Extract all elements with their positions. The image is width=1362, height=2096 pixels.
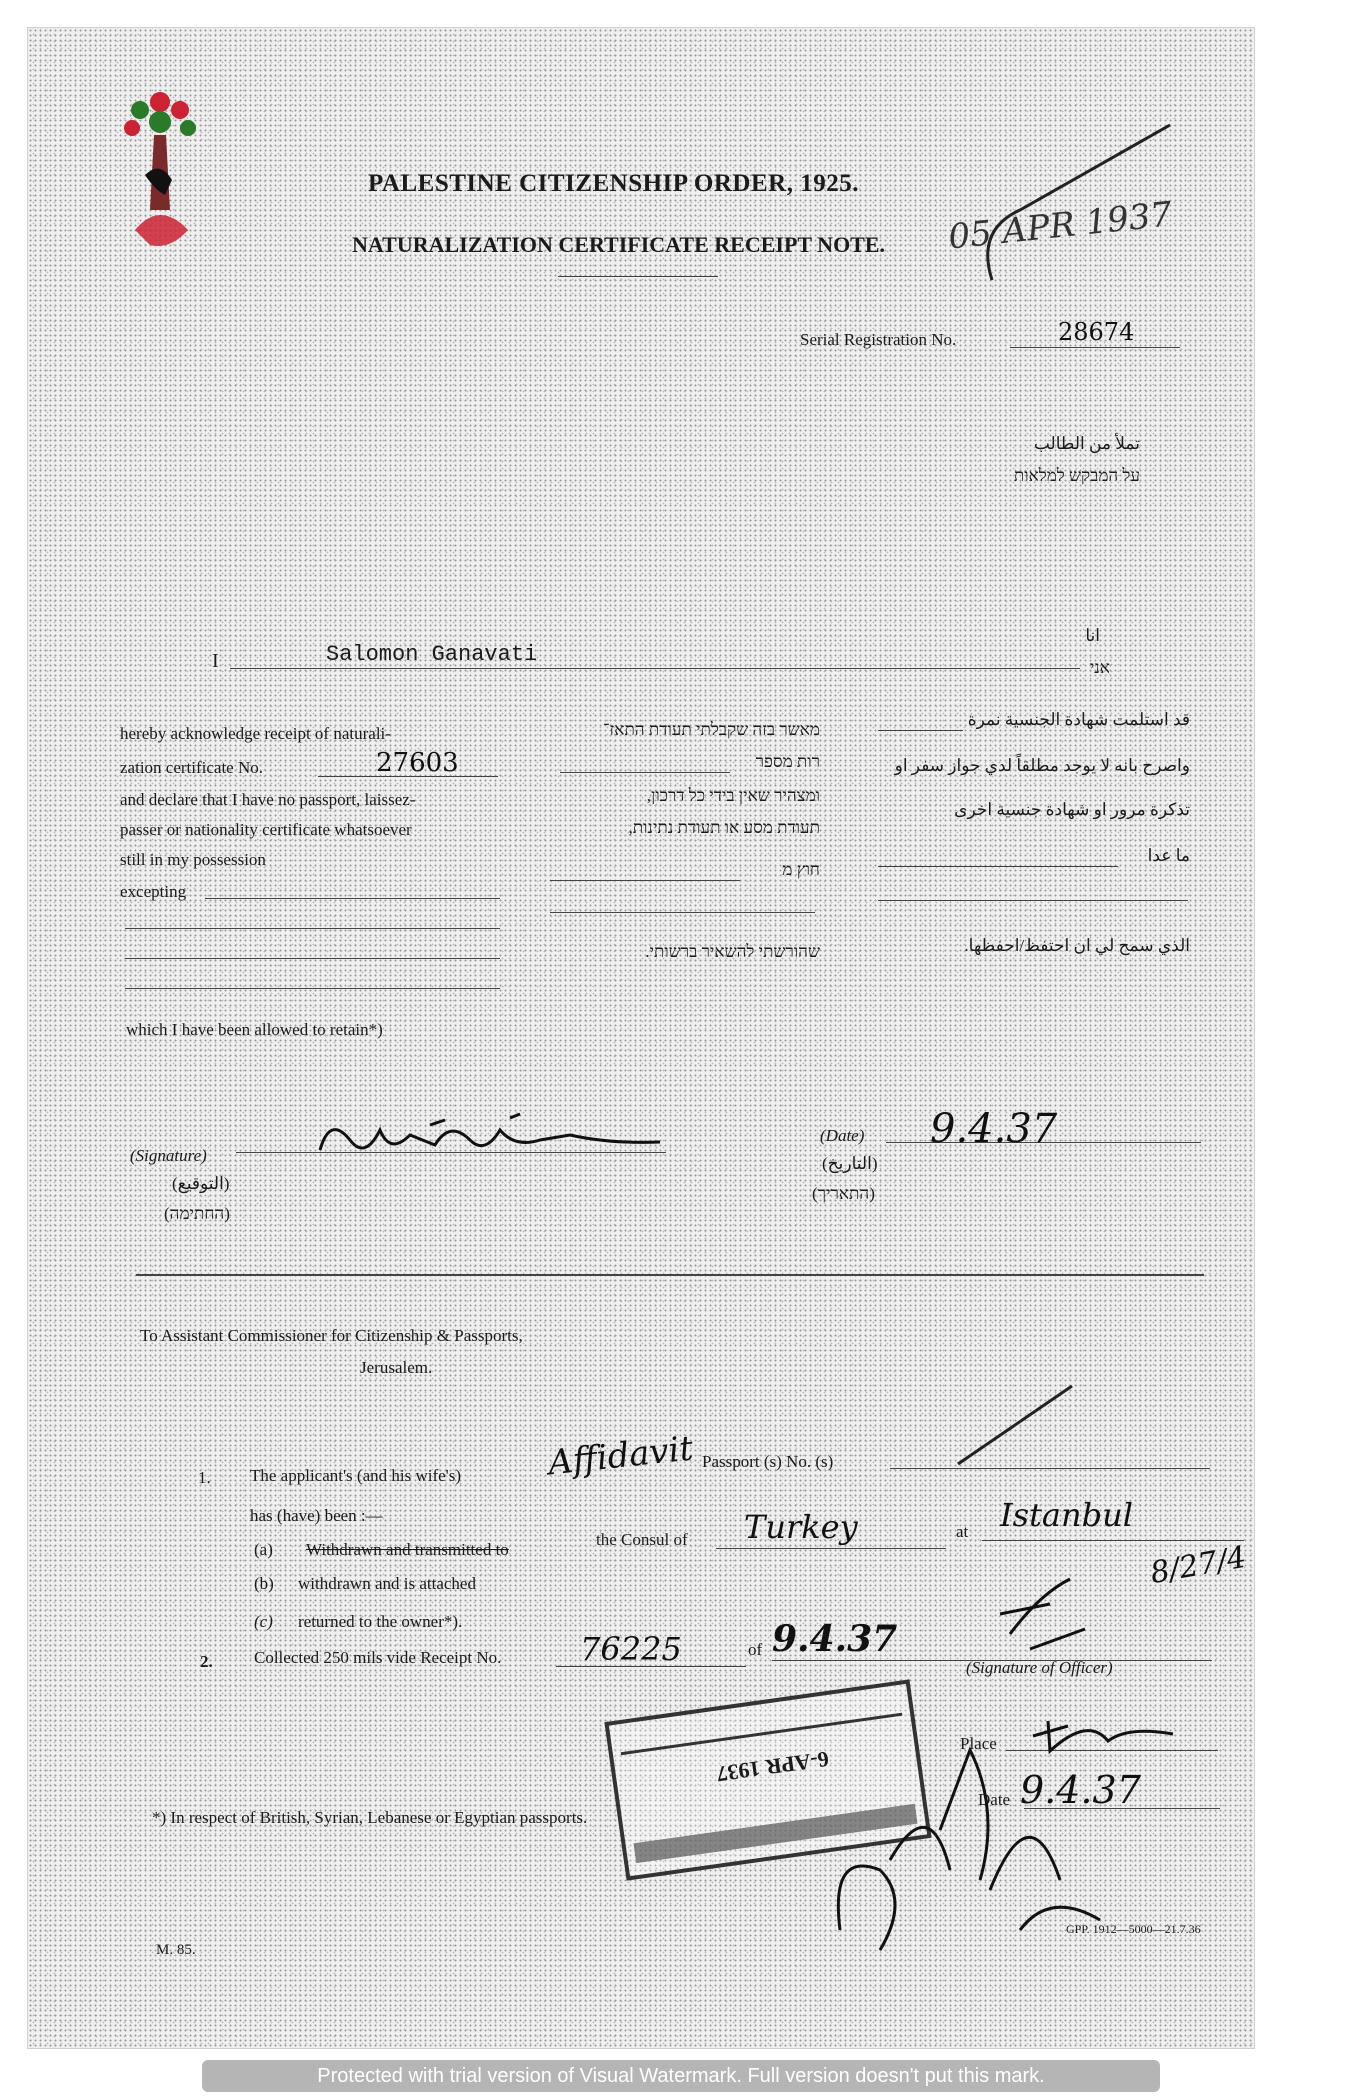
- hebrew-line-3: ומצהיר שאין בידי כל דרכון,: [646, 786, 820, 805]
- hebrew-line-1: מאשר בזה שקבלתי תעודת התאז־: [603, 720, 820, 739]
- passport-label: Passport (s) No. (s): [702, 1452, 834, 1471]
- stamp-date: 6-APR 1937: [715, 1746, 831, 1787]
- hebrew-line-5: חוץ מ: [782, 860, 820, 879]
- form-subtitle: NATURALIZATION CERTIFICATE RECEIPT NOTE.: [352, 232, 886, 257]
- excepting-line-3: [125, 958, 500, 959]
- applicant-instruction-arabic: تملأ من الطالب: [1033, 434, 1140, 453]
- hebrew-except-line-2: [550, 912, 815, 913]
- english-line-3: and declare that I have no passport, laissez-: [120, 790, 416, 809]
- i-label-hebrew: אני: [1089, 658, 1110, 677]
- option-c-text: returned to the owner*).: [298, 1612, 463, 1631]
- item1-handwriting: Affidavit: [546, 1428, 695, 1484]
- margin-note: 8/27/4: [1147, 1539, 1249, 1592]
- received-date-stamp: 05 APR 1937: [946, 194, 1174, 258]
- certificate-number: 27603: [376, 748, 459, 778]
- date-label-arabic: (التاريخ): [822, 1154, 878, 1173]
- signature-label-arabic: (التوقيع): [172, 1174, 230, 1193]
- section-divider: [136, 1274, 1204, 1276]
- jerusalem-line: Jerusalem.: [360, 1358, 433, 1377]
- serial-line: [1010, 347, 1180, 348]
- option-b-text: withdrawn and is attached: [298, 1574, 476, 1593]
- english-line-2: zation certificate No.: [120, 758, 264, 777]
- title-underline: [558, 276, 718, 277]
- item1-number: 1.: [198, 1468, 211, 1487]
- applicant-name: Salomon Ganavati: [326, 642, 538, 667]
- watermark-text: Protected with trial version of Visual Watermark. Full version doesn't put this mark.: [317, 2065, 1045, 2087]
- form-number: M. 85.: [156, 1942, 196, 1958]
- consul-city-line: [982, 1540, 1244, 1541]
- excepting-line: [205, 898, 500, 899]
- receipt-date: 9.4.37: [772, 1618, 898, 1660]
- consul-country: Turkey: [744, 1508, 858, 1546]
- option-c-label: (c): [254, 1612, 273, 1631]
- arabic-line-3: تذكرة مرور او شهادة جنسية اخرى: [954, 800, 1190, 819]
- arabic-number-line: [878, 730, 963, 731]
- officer-initials: [990, 1574, 1100, 1654]
- excepting-line-4: [125, 988, 500, 989]
- form-title: PALESTINE CITIZENSHIP ORDER, 1925.: [368, 170, 859, 197]
- of-label: of: [748, 1640, 763, 1659]
- hebrew-number-line: [560, 772, 730, 773]
- date-value: 9.4.37: [930, 1106, 1058, 1152]
- arabic-except-line: [878, 866, 1118, 867]
- hebrew-line-4: תעודת מסע או תעודת נתינות,: [628, 818, 820, 837]
- serial-number: 28674: [1058, 318, 1135, 346]
- office-date-value: 9.4.37: [1020, 1768, 1141, 1812]
- passport-cancel-stroke: [950, 1380, 1080, 1470]
- signature-label: (Signature): [130, 1146, 207, 1165]
- english-line-1: hereby acknowledge receipt of naturali-: [120, 724, 391, 743]
- to-line: To Assistant Commissioner for Citizenship & Passports,: [140, 1326, 523, 1345]
- i-label: I: [212, 650, 219, 672]
- english-line-4: passer or nationality certificate whatsoever: [120, 820, 412, 839]
- place-label: Place: [960, 1734, 997, 1753]
- arabic-line-2: واصرح بانه لا يوجد مطلقاً لدي جواز سفر او: [894, 756, 1190, 775]
- footnote: *) In respect of British, Syrian, Lebanese or Egyptian passports.: [152, 1808, 588, 1827]
- archive-logo-icon: [110, 80, 210, 260]
- hebrew-line-2: רות מספר: [755, 752, 820, 771]
- english-line-5: still in my possession: [120, 850, 266, 869]
- item1-text: The applicant's (and his wife's): [250, 1466, 462, 1485]
- item2-text: Collected 250 mils vide Receipt No.: [254, 1648, 502, 1667]
- at-label: at: [956, 1522, 969, 1541]
- watermark-banner: [202, 2060, 1160, 2092]
- signature-label-hebrew: (החתימה): [164, 1204, 230, 1223]
- applicant-instruction-hebrew: על המבקש למלאות: [1013, 466, 1140, 485]
- arabic-line-5: الذي سمح لي ان احتفظ/احفظها.: [964, 936, 1190, 955]
- date-label: (Date): [820, 1126, 865, 1145]
- arabic-line-1: قد استلمت شهادة الجنسية نمرة: [967, 710, 1190, 729]
- serial-label: Serial Registration No.: [800, 330, 957, 349]
- consul-line: [716, 1548, 946, 1549]
- office-date-label: Date: [978, 1790, 1011, 1809]
- retain-line: which I have been allowed to retain*): [126, 1020, 383, 1039]
- i-label-arabic: انا: [1085, 626, 1100, 645]
- consul-city: Istanbul: [1000, 1496, 1133, 1534]
- arabic-line-4: ما عدا: [1147, 846, 1190, 865]
- hebrew-except-line: [550, 880, 740, 881]
- option-a-text-2: the Consul of: [596, 1530, 688, 1549]
- option-b-label: (b): [254, 1574, 274, 1593]
- option-a-text: Withdrawn and transmitted to: [306, 1540, 509, 1559]
- date-label-hebrew: (התאריך): [812, 1184, 875, 1203]
- officer-signature-label: (Signature of Officer): [966, 1658, 1113, 1677]
- printer-mark: GPP. 1912—5000—21.7.36: [1066, 1922, 1201, 1936]
- arabic-except-line-2: [878, 900, 1188, 901]
- name-line: [230, 668, 1080, 669]
- excepting-line-2: [125, 928, 500, 929]
- hebrew-line-6: שהורשתי להשאיר ברשותי.: [645, 942, 820, 961]
- applicant-signature: [310, 1100, 670, 1170]
- option-a-label: (a): [254, 1540, 273, 1559]
- receipt-number: 76225: [580, 1630, 682, 1668]
- item2-number: 2.: [200, 1652, 213, 1671]
- excepting-label: excepting: [120, 882, 187, 901]
- has-been-line: has (have) been :—: [250, 1506, 383, 1525]
- cancellation-stroke: [980, 120, 1180, 290]
